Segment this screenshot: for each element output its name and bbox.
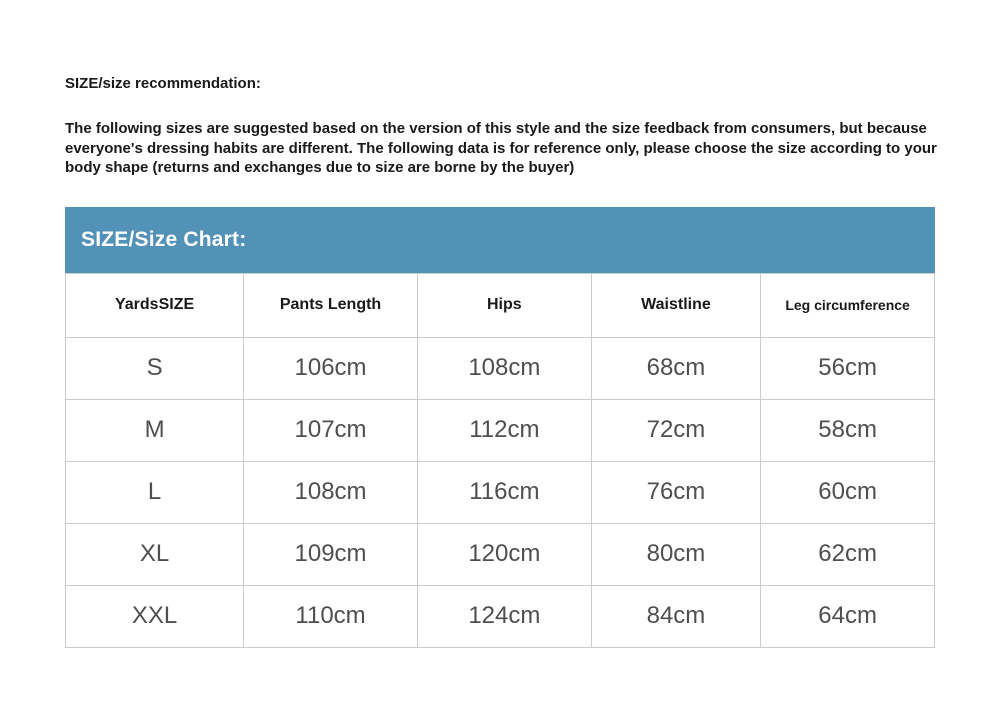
leg-circumference-cell: 62cm [761,523,935,585]
waistline-cell: 72cm [591,399,760,461]
table-row-xxl [66,585,935,647]
size-chart-title-bar [65,207,935,273]
waistline-cell: 76cm [591,461,760,523]
leg-circumference-cell: 60cm [761,461,935,523]
leg-circumference-cell: 58cm [761,399,935,461]
leg-circumference-cell: 56cm [761,337,935,399]
pants-length-cell: 110cm [244,585,418,647]
pants-length-cell: 107cm [244,399,418,461]
leg-circumference-cell: 64cm [761,585,935,647]
table-row-xl [66,523,935,585]
size-cell: XL [66,523,244,585]
hips-cell: 124cm [417,585,591,647]
hips-cell: 112cm [417,399,591,461]
size-recommendation-title: SIZE/size recommendation: [65,75,261,92]
size-cell: L [66,461,244,523]
hips-cell: 120cm [417,523,591,585]
column-header-pants-length: Pants Length [244,273,418,337]
table-row-s [66,337,935,399]
size-cell: M [66,399,244,461]
hips-cell: 108cm [417,337,591,399]
column-header-leg-circumference: Leg circumference [761,273,935,337]
pants-length-cell: 108cm [244,461,418,523]
pants-length-cell: 109cm [244,523,418,585]
size-table-header-row [66,273,935,337]
table-row-l [66,461,935,523]
column-header-size: YardsSIZE [66,273,244,337]
waistline-cell: 84cm [591,585,760,647]
pants-length-cell: 106cm [244,337,418,399]
hips-cell: 116cm [417,461,591,523]
size-cell: S [66,337,244,399]
size-recommendation-text: The following sizes are suggested based on the version of this style and the size feedback from consumers, but because everyone's dressing habits are different. The following data is for reference only, please choose the size according to your body shape (returns and exchanges due to size are borne by the buyer) [65,120,937,176]
size-cell: XXL [66,585,244,647]
column-header-waistline: Waistline [591,273,760,337]
size-chart-table [65,273,935,648]
column-header-hips: Hips [417,273,591,337]
waistline-cell: 68cm [591,337,760,399]
waistline-cell: 80cm [591,523,760,585]
size-chart-title: SIZE/Size Chart: [81,227,247,251]
table-row-m [66,399,935,461]
